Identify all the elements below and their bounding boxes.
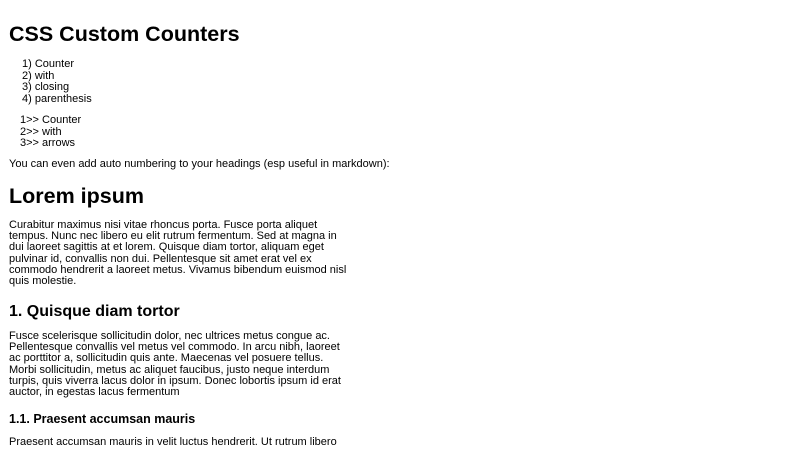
list-item-text: with <box>34 69 55 82</box>
text-line: commodo hendrerit a laoreet metus. Vivamus bibendum euismod nisl <box>9 263 347 276</box>
text-line: quis molestie. <box>9 275 77 288</box>
text-line: Pellentesque convallis vel metus vel commodo. In arcu nibh, laoreet <box>9 341 340 354</box>
list-item-text: Counter <box>42 114 82 126</box>
section-heading-level-2: 1. Quisque diam tortor <box>9 303 180 320</box>
list-item <box>20 138 81 150</box>
paren-counter-list <box>22 59 92 105</box>
page-title: CSS Custom Counters <box>9 22 240 46</box>
text-line: auctor, in egestas lacus fermentum <box>9 386 180 399</box>
text-line: Curabitur maximus nisi vitae rhoncus porta. Fusce porta aliquet <box>9 219 318 231</box>
text-line: ac porttitor a, sollicitudin quis ante. Maecenas vel posuere tellus. <box>9 352 324 365</box>
list-item-text: Counter <box>34 58 74 70</box>
paragraph-2 <box>9 330 341 399</box>
list-item <box>22 59 92 71</box>
list-marker: 1>> <box>20 114 39 126</box>
paragraph-1 <box>9 219 347 288</box>
list-marker: 3>> <box>20 137 39 149</box>
list-item-text: parenthesis <box>34 92 92 105</box>
arrow-counter-list <box>20 115 81 150</box>
list-item-text: closing <box>34 81 70 93</box>
list-marker: 2) <box>22 69 32 82</box>
list-marker: 3) <box>22 81 32 93</box>
paragraph-3 <box>9 436 337 448</box>
text-line: Praesent accumsan mauris in velit luctus hendrerit. Ut rutrum libero <box>9 436 337 448</box>
intro-text: You can even add auto numbering to your headings (esp useful in markdown): <box>9 158 390 170</box>
text-line: dui laoreet sagittis at et lorem. Quisque diam tortor, aliquam eget <box>9 241 324 254</box>
text-line: tempus. Nunc nec libero eu elit rutrum fermentum. Sed at magna in <box>9 230 337 243</box>
section-heading-level-3: 1.1. Praesent accumsan mauris <box>9 412 196 426</box>
list-item-text: arrows <box>42 137 76 149</box>
list-marker: 1) <box>22 58 32 70</box>
list-item <box>22 94 92 106</box>
lorem-heading: Lorem ipsum <box>9 184 144 208</box>
text-line: pulvinar id, convallis non dui. Pellentesque sit amet erat vel ex <box>9 252 312 265</box>
list-marker: 2>> <box>20 125 39 138</box>
text-line: Morbi sollicitudin, metus ac aliquet faucibus, justo neque interdum <box>9 363 330 376</box>
list-item-text: with <box>42 125 62 138</box>
text-line: turpis, quis viverra lacus dolor in ipsum. Donec lobortis ipsum id erat <box>9 374 341 387</box>
list-marker: 4) <box>22 92 32 105</box>
text-line: Fusce scelerisque sollicitudin dolor, nec ultrices metus congue ac. <box>9 330 330 342</box>
